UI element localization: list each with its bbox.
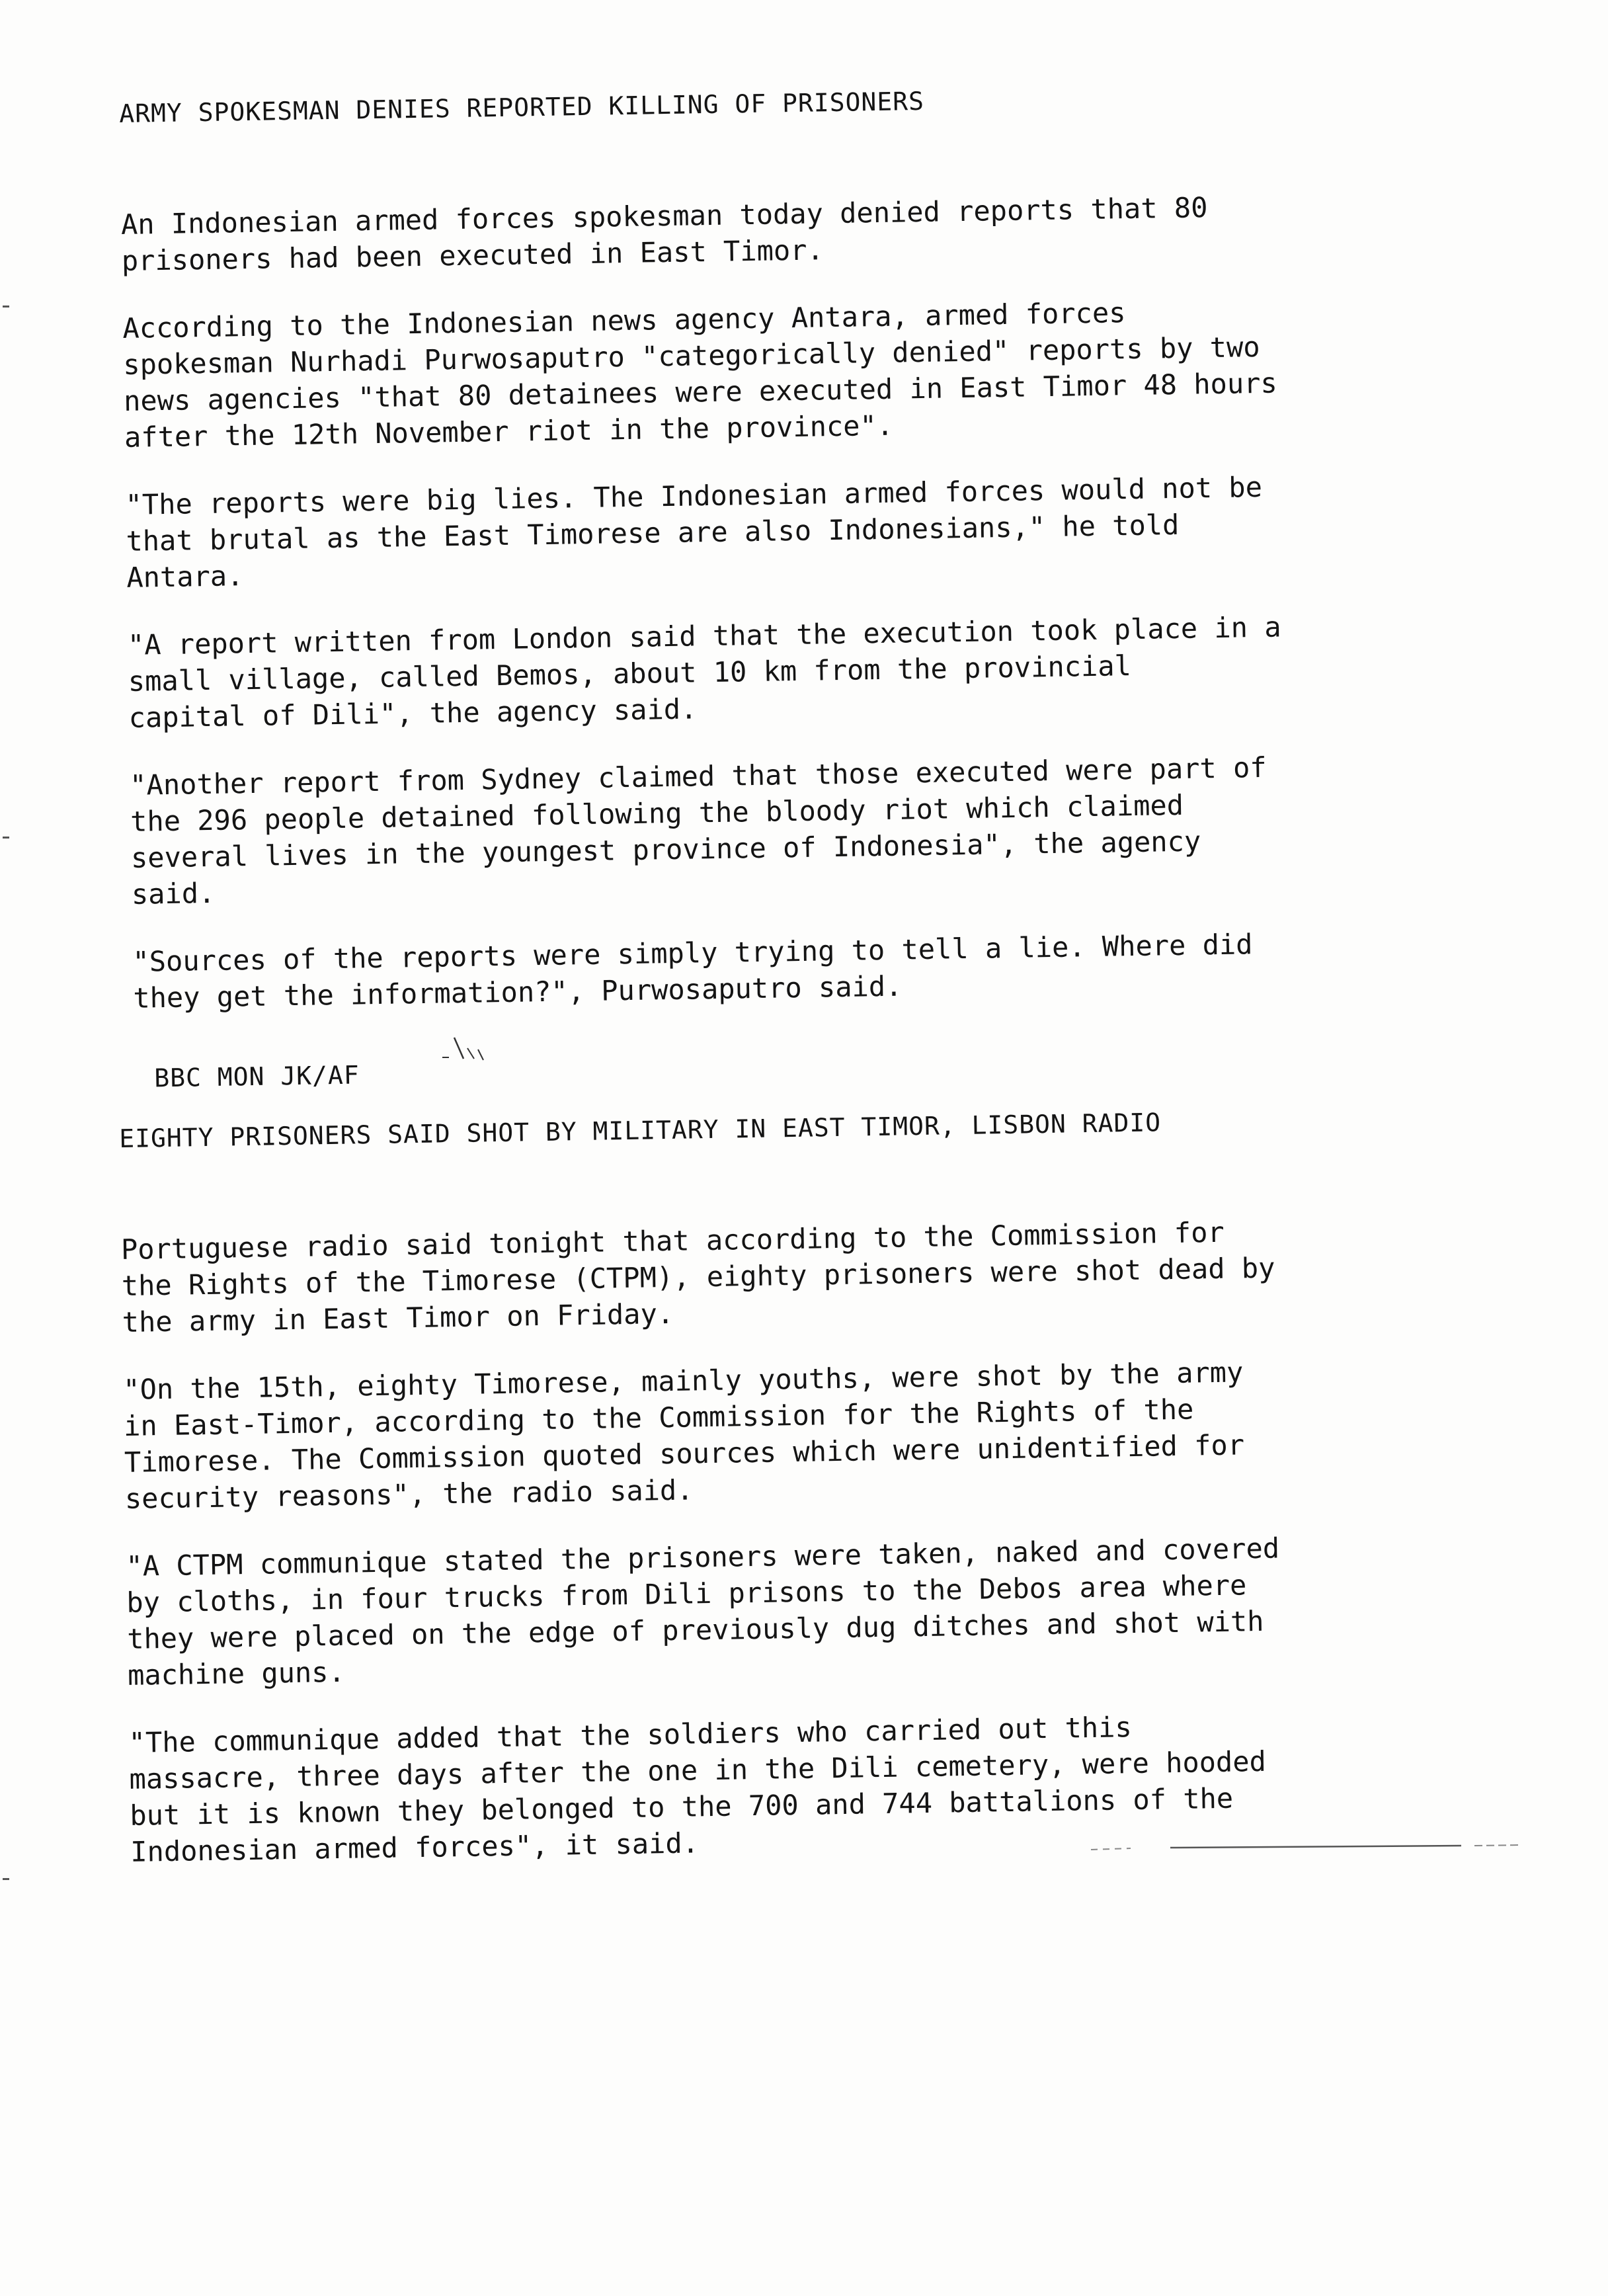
text-line: Indonesian armed forces", it said.: [130, 1826, 700, 1868]
text-line: but it is known they belonged to the 700 and 744 battalions of the: [130, 1782, 1234, 1832]
source-dateline: BBC MON JK/AF: [153, 1060, 360, 1093]
story-paragraph: [128, 605, 1531, 736]
text-line: capital of Dili", the agency said.: [128, 692, 698, 734]
text-line: "On the 15th, eighty Timorese, mainly youths, were shot by the army: [122, 1356, 1244, 1406]
margin-tick-mark: [3, 837, 9, 839]
text-line: According to the Indonesian news agency Antara, armed forces: [122, 296, 1126, 345]
text-line: said.: [131, 876, 216, 911]
text-line: "Sources of the reports were simply trying to tell a lie. Where did: [132, 928, 1253, 978]
text-line: prisoners had been executed in East Timor.: [121, 233, 824, 277]
text-line: "Another report from Sydney claimed that those executed were part of: [129, 751, 1267, 801]
text-line: several lives in the youngest province of Indonesia", the agency: [130, 825, 1201, 874]
text-line: the 296 people detained following the bloody riot which claimed: [130, 788, 1184, 838]
text-line: the Rights of the Timorese (CTPM), eighty prisoners were shot dead by: [121, 1251, 1275, 1302]
text-line: An Indonesian armed forces spokesman today denied reports that 80: [120, 191, 1208, 241]
margin-tick-mark: [3, 1878, 9, 1880]
text-line: spokesman Nurhadi Purwosaputro "categorically denied" reports by two: [122, 330, 1260, 381]
end-rule-line: [1091, 1842, 1527, 1855]
text-line: they get the information?", Purwosaputro said.: [132, 969, 903, 1014]
text-line: that brutal as the East Timorese are also Indonesians," he told: [126, 508, 1180, 557]
text-line: in East-Timor, according to the Commission for the Rights of the: [123, 1393, 1194, 1442]
text-line: "A report written from London said that the execution took place in a: [127, 610, 1281, 661]
text-line: security reasons", the radio said.: [124, 1473, 694, 1515]
story-paragraph: [125, 465, 1528, 596]
margin-tick-mark: [3, 306, 9, 308]
story-paragraph: [132, 922, 1535, 1016]
text-line: "A CTPM communique stated the prisoners were taken, naked and covered: [126, 1532, 1280, 1582]
text-line: by cloths, in four trucks from Dili prisons to the Debos area where: [126, 1569, 1247, 1619]
news-story-army-spokesman: [119, 77, 1536, 1093]
text-line: small village, called Bemos, about 10 km from the provincial: [128, 649, 1132, 698]
text-line: after the 12th November riot in the province".: [124, 409, 894, 454]
story-paragraph: [126, 1526, 1529, 1694]
news-story-lisbon-radio: [119, 1102, 1533, 1901]
story-paragraph: [130, 745, 1533, 913]
story-headline: EIGHTY PRISONERS SAID SHOT BY MILITARY IN EAST TIMOR, LISBON RADIO: [119, 1108, 1162, 1153]
text-line: "The reports were big lies. The Indonesian armed forces would not be: [125, 470, 1263, 521]
story-headline: ARMY SPOKESMAN DENIES REPORTED KILLING OF PRISONERS: [119, 86, 925, 128]
text-line: massacre, three days after the one in the Dili cemetery, were hooded: [129, 1744, 1267, 1795]
story-paragraph: [122, 288, 1526, 456]
text-line: machine guns.: [127, 1655, 346, 1692]
story-paragraph: [121, 1210, 1524, 1340]
story-paragraph: [123, 1350, 1527, 1517]
text-line: Antara.: [126, 559, 244, 594]
story-paragraph: [121, 184, 1523, 279]
text-line: Timorese. The Commission quoted sources which were unidentified for: [124, 1428, 1245, 1479]
text-line: news agencies "that 80 detainees were executed in East Timor 48 hours: [123, 366, 1278, 417]
text-line: they were placed on the edge of previously dug ditches and shot with: [126, 1604, 1264, 1655]
text-line: "The communique added that the soldiers who carried out this: [128, 1711, 1133, 1759]
text-line: Portuguese radio said tonight that according to the Commission for: [120, 1215, 1225, 1266]
text-line: the army in East Timor on Friday.: [122, 1297, 674, 1338]
handwritten-check-mark: [440, 1028, 499, 1068]
